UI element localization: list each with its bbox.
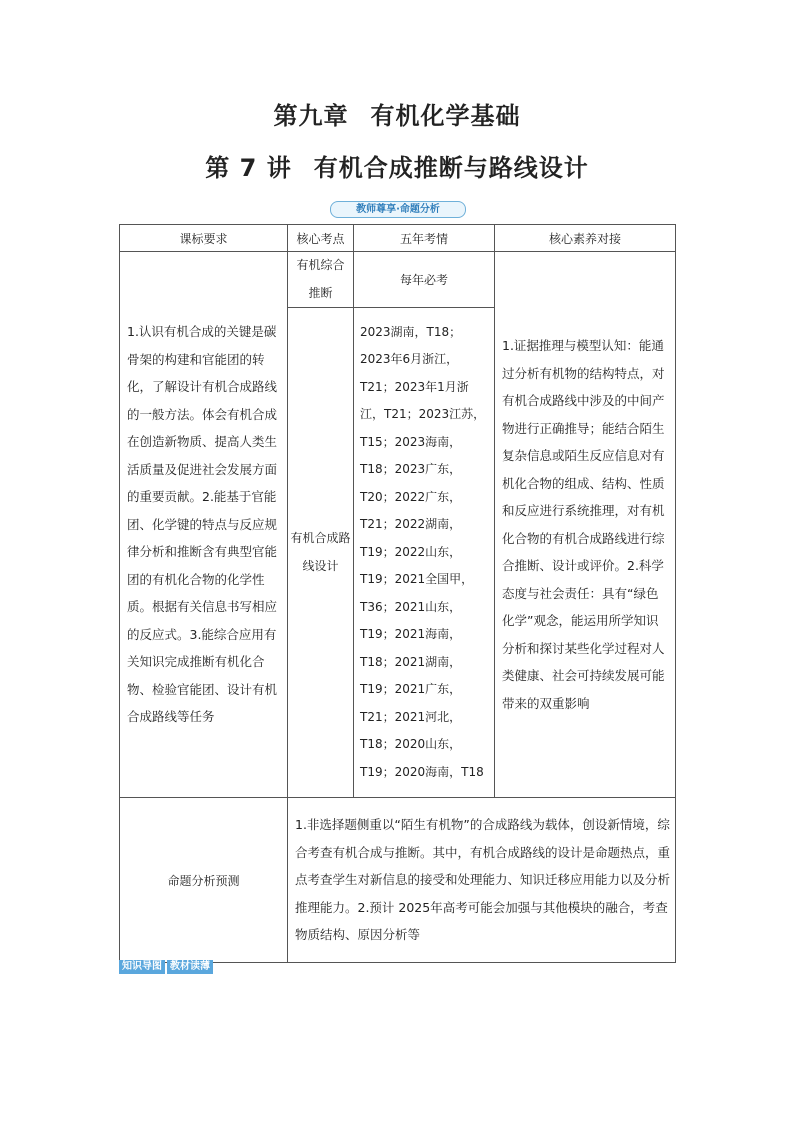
chapter-title [0,96,794,131]
topic-1-exam: 每年必考 [354,252,495,308]
section-tags [119,960,213,974]
lesson-title [0,148,794,183]
topic-2: 有机合成路线设计 [288,308,354,798]
tag-textbook-reading[interactable]: 教材读薄 [167,960,213,974]
prediction-label: 命题分析预测 [120,798,288,963]
topic-2-exam: 2023湖南，T18；2023年6月浙江，T21；2023年1月浙江，T21；2023江苏，T15；2023海南，T18；2023广东，T20；2022广东，T21；2022湖南，T19；2022山东，T19；2021全国甲，T36；2021山东，T19；2021海南，T18；2021湖南，T19；2021广东，T21；2021河北，T18；2020山东，T19；2020海南，T18 [354,308,495,798]
topic-1: 有机综合推断 [288,252,354,308]
teacher-badge: 教师尊享·命题分析 [330,201,466,218]
literacy-cell: 1.证据推理与模型认知：能通过分析有机物的结构特点，对有机合成路线中涉及的中间产物进行正确推导；能结合陌生复杂信息或陌生反应信息对有机化合物的组成、结构、性质和反应进行系统推理，对有机化合物的有机合成路线进行综合推断、设计或评价。2.科学态度与社会责任：具有“绿色化学”观念，能运用所学知识分析和探讨某些化学过程对人类健康、社会可持续发展可能带来的双重影响 [495,252,676,798]
header-topic: 核心考点 [288,225,354,252]
tag-knowledge-map[interactable]: 知识导图 [119,960,165,974]
prediction-text: 1.非选择题侧重以“陌生有机物”的合成路线为载体，创设新情境，综合考查有机合成与推断。其中，有机合成路线的设计是命题热点，重点考查学生对新信息的接受和处理能力、知识迁移应用能力以及分析推理能力。2.预计 2025年高考可能会加强与其他模块的融合，考查物质结构、原因分析等 [288,798,676,963]
header-curriculum: 课标要求 [120,225,288,252]
header-exam: 五年考情 [354,225,495,252]
chapter-number: 第九章 [273,102,349,130]
chapter-name: 有机化学基础 [370,102,521,130]
lesson-name: 有机合成推断与路线设计 [313,154,589,182]
lesson-number: 第 7 讲 [205,154,292,182]
analysis-table [119,224,676,963]
header-literacy: 核心素养对接 [495,225,676,252]
curriculum-cell: 1.认识有机合成的关键是碳骨架的构建和官能团的转化，了解设计有机合成路线的一般方法。体会有机合成在创造新物质、提高人类生活质量及促进社会发展方面的重要贡献。2.能基于官能团、化学键的特点与反应规律分析和推断含有典型官能团的有机化合物的化学性质。根据有关信息书写相应的反应式。3.能综合应用有关知识完成推断有机化合物、检验官能团、设计有机合成路线等任务 [120,252,288,798]
